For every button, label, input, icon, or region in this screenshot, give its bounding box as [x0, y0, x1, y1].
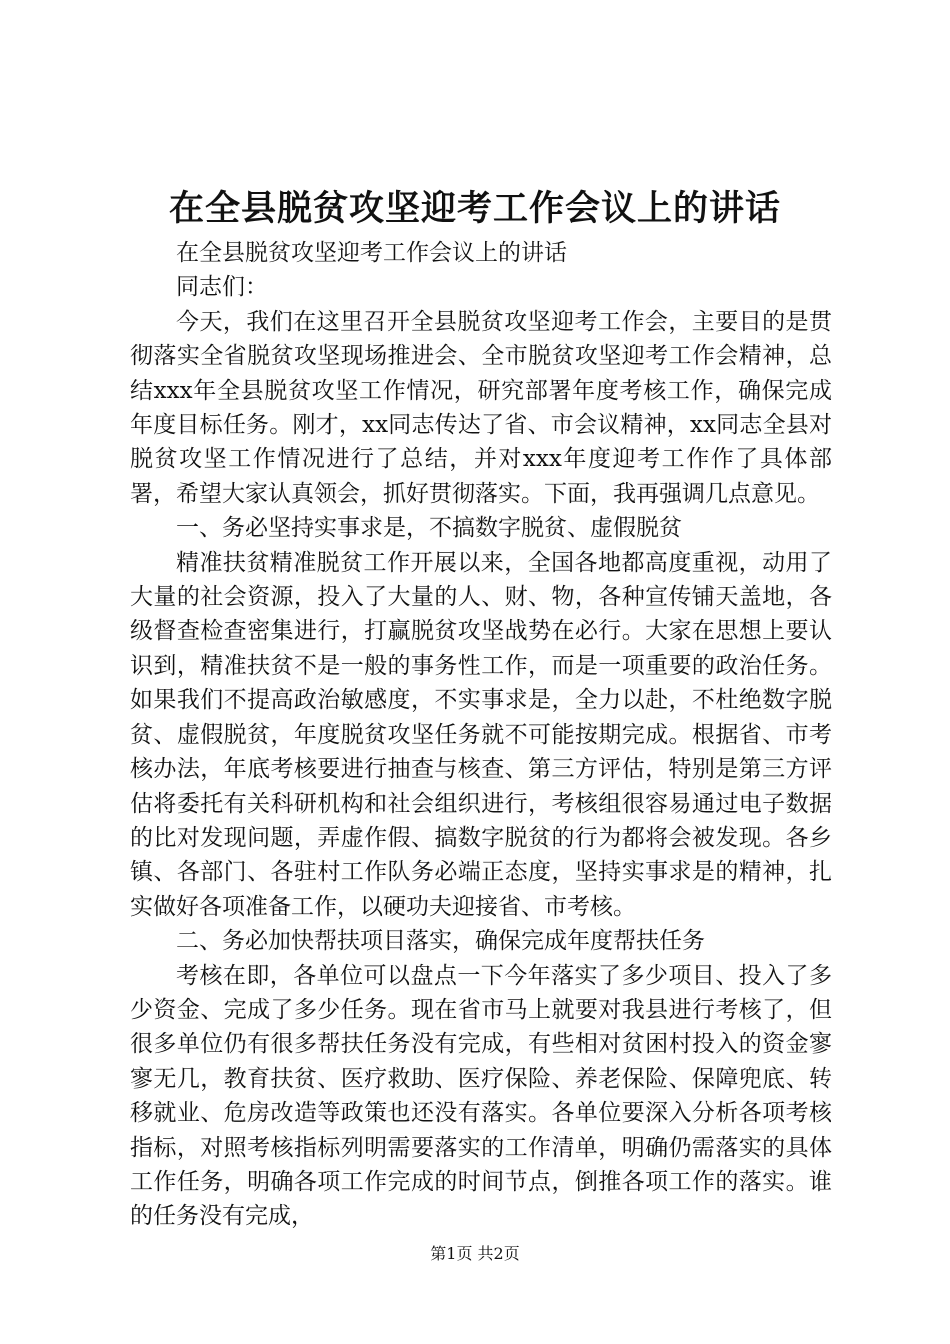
- document-body: [130, 236, 832, 1234]
- paragraph-subtitle: 在全县脱贫攻坚迎考工作会议上的讲话: [176, 240, 567, 266]
- paragraph-section-1: 精准扶贫精准脱贫工作开展以来，全国各地都高度重视，动用了大量的社会资源，投入了大量的人、财、物，各种宣传铺天盖地，各级督查检查密集进行，打赢脱贫攻坚战势在必行。大家在思想上要认识到，精准扶贫不是一般的事务性工作，而是一项重要的政治任务。如果我们不提高政治敏感度，不实事求是，全力以赴，不杜绝数字脱贫、虚假脱贫，年度脱贫攻坚任务就不可能按期完成。根据省、市考核办法，年底考核要进行抽查与核查、第三方评估，特别是第三方评估将委托有关科研机构和社会组织进行，考核组很容易通过电子数据的比对发现问题，弄虚作假、搞数字脱贫的行为都将会被发现。各乡镇、各部门、各驻村工作队务必端正态度，坚持实事求是的精神，扎实做好各项准备工作，以硬功夫迎接省、市考核。: [130, 549, 832, 920]
- page-footer: 第1页 共2页: [430, 1244, 520, 1263]
- section-heading-2: 二、务必加快帮扶项目落实，确保完成年度帮扶任务: [176, 928, 705, 955]
- document-title: 在全县脱贫攻坚迎考工作会议上的讲话: [168, 188, 781, 229]
- paragraph-intro: 今天，我们在这里召开全县脱贫攻坚迎考工作会，主要目的是贯彻落实全省脱贫攻坚现场推进会、全市脱贫攻坚迎考工作会精神，总结xxx年全县脱贫攻坚工作情况，研究部署年度考核工作，确保完成年度目标任务。刚才，xx同志传达了省、市会议精神，xx同志全县对脱贫攻坚工作情况进行了总结，并对xxx年度迎考工作作了具体部署，希望大家认真领会，抓好贯彻落实。下面，我再强调几点意见。: [130, 308, 832, 507]
- section-heading-1: 一、务必坚持实事求是，不搞数字脱贫、虚假脱贫: [176, 515, 682, 542]
- paragraph-section-2: 考核在即，各单位可以盘点一下今年落实了多少项目、投入了多少资金、完成了多少任务。现在省市马上就要对我县进行考核了，但很多单位仍有很多帮扶任务没有完成，有些相对贫困村投入的资金寥寥无几，教育扶贫、医疗救助、医疗保险、养老保险、保障兜底、转移就业、危房改造等政策也还没有落实。各单位要深入分析各项考核指标，对照考核指标列明需要落实的工作清单，明确仍需落实的具体工作任务，明确各项工作完成的时间节点，倒推各项工作的落实。谁的任务没有完成，: [130, 962, 832, 1230]
- paragraph-salutation: 同志们：: [176, 274, 268, 301]
